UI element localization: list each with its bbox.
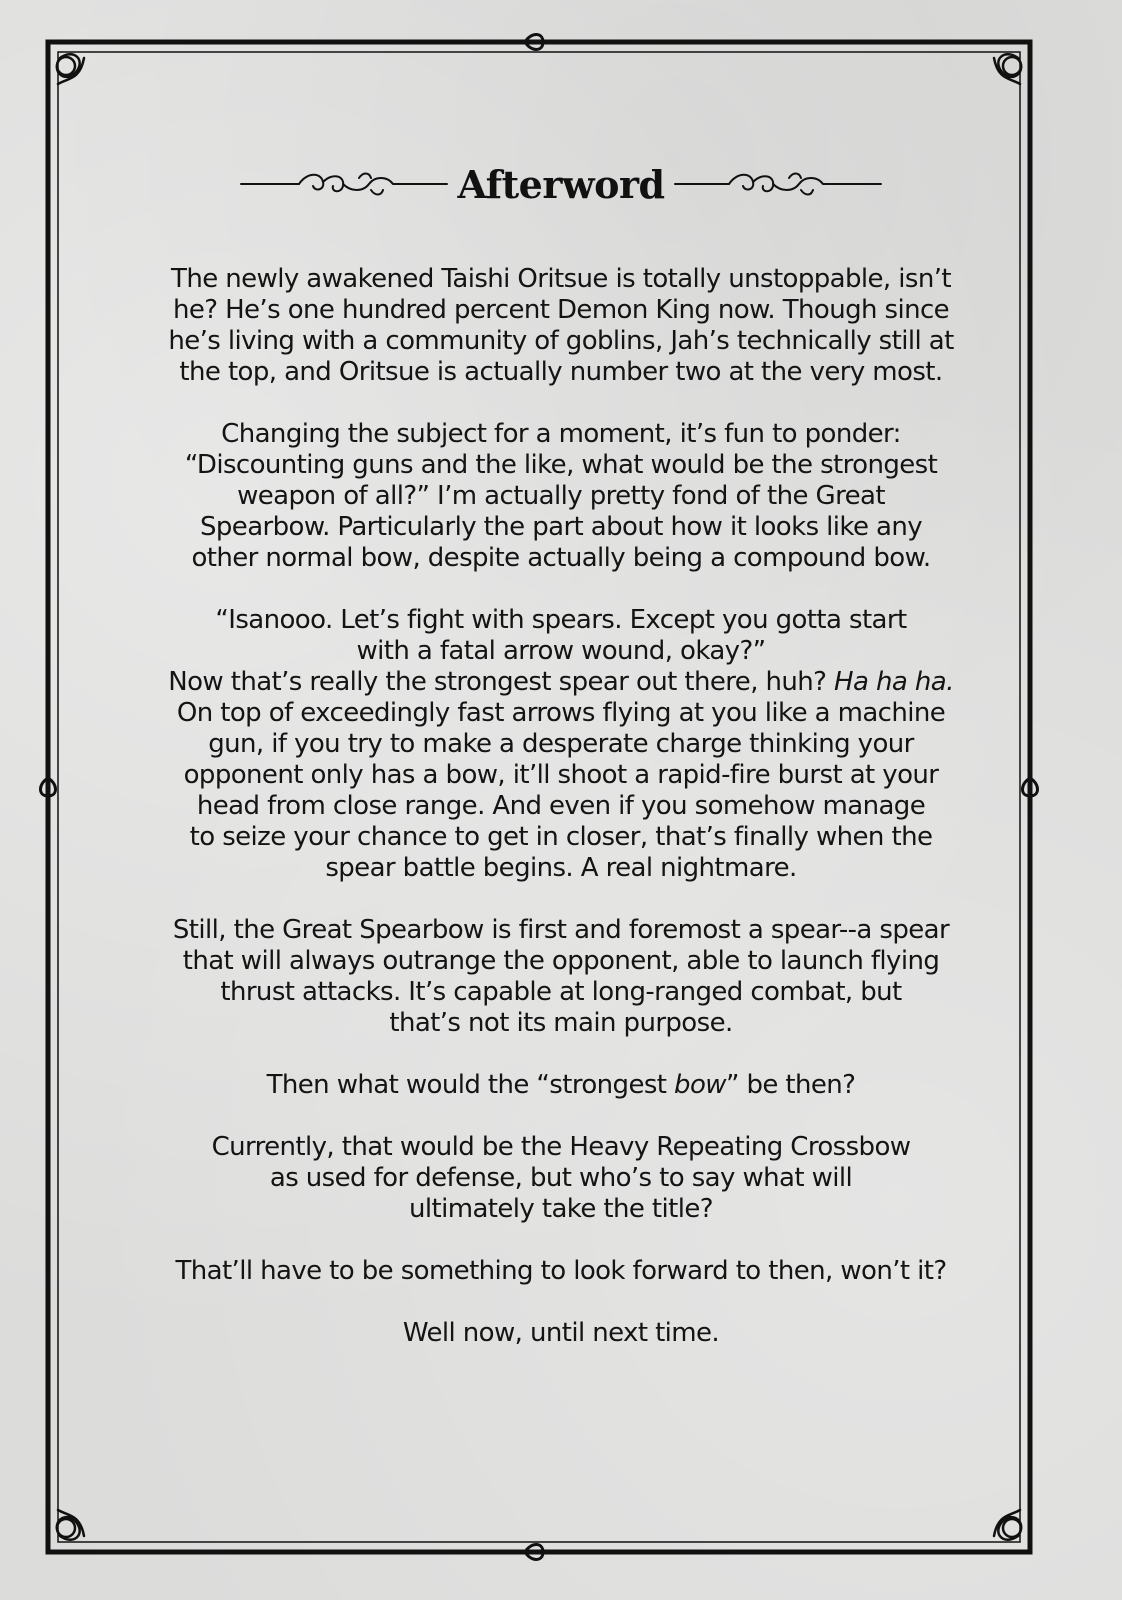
text-line: The newly awakened Taishi Oritsue is totally unstoppable, isn’t xyxy=(171,264,951,294)
text-line: with a fatal arrow wound, okay?” xyxy=(356,636,766,666)
corner-knot-icon xyxy=(48,1510,88,1552)
paragraph xyxy=(130,1318,992,1349)
corner-knot-icon xyxy=(990,42,1030,84)
text-line: thrust attacks. It’s capable at long-ranged combat, but xyxy=(220,977,902,1007)
paragraph xyxy=(130,264,992,388)
text-line: to seize your chance to get in closer, that’s finally when the xyxy=(189,822,933,852)
text-line: ultimately take the title? xyxy=(409,1194,713,1224)
corner-knot-icon xyxy=(990,1510,1030,1552)
text-line xyxy=(130,1070,992,1101)
text-line: head from close range. And even if you somehow manage xyxy=(196,791,926,821)
text-line: Spearbow. Particularly the part about how it looks like any xyxy=(199,512,923,542)
text-line: “Isanooo. Let’s fight with spears. Except you gotta start xyxy=(215,605,907,635)
paragraph xyxy=(130,1070,992,1101)
text-line: “Discounting guns and the like, what would be the strongest xyxy=(184,450,938,480)
italic-laugh: Ha ha ha. xyxy=(834,667,954,697)
text-line: gun, if you try to make a desperate charge thinking your xyxy=(208,729,914,759)
paragraph xyxy=(130,915,992,1039)
page-title: Afterword xyxy=(457,161,665,207)
afterword-text xyxy=(130,264,992,1380)
italic-word: bow xyxy=(674,1070,726,1100)
text-fragment: Now that’s really the strongest spear out there, huh? xyxy=(168,667,835,697)
text-line: he? He’s one hundred percent Demon King now. Though since xyxy=(172,295,950,325)
paragraph xyxy=(130,1256,992,1287)
paragraph xyxy=(130,667,992,884)
text-line: Changing the subject for a moment, it’s fun to ponder: xyxy=(221,419,901,449)
text-line: Still, the Great Spearbow is first and foremost a spear--a spear xyxy=(172,915,950,945)
corner-knot-icon xyxy=(48,42,88,84)
text-line xyxy=(130,667,992,698)
text-line: he’s living with a community of goblins, Jah’s technically still at xyxy=(168,326,954,356)
text-fragment: ” be then? xyxy=(725,1070,856,1100)
text-line: as used for defense, but who’s to say what will xyxy=(269,1163,853,1193)
text-line: the top, and Oritsue is actually number two at the very most. xyxy=(179,357,943,387)
text-line: Currently, that would be the Heavy Repeating Crossbow xyxy=(211,1132,911,1162)
paragraph xyxy=(130,605,992,667)
title-row xyxy=(0,154,1122,214)
text-line: opponent only has a bow, it’ll shoot a rapid-fire burst at your xyxy=(183,760,939,790)
flourish-left-icon xyxy=(239,169,449,199)
paragraph xyxy=(130,419,992,574)
text-line: Well now, until next time. xyxy=(402,1318,720,1348)
paragraph xyxy=(130,1132,992,1225)
text-line: weapon of all?” I’m actually pretty fond of the Great xyxy=(237,481,885,511)
text-fragment: Then what would the “strongest xyxy=(266,1070,675,1100)
text-line: that will always outrange the opponent, able to launch flying xyxy=(182,946,940,976)
text-line: that’s not its main purpose. xyxy=(389,1008,733,1038)
text-line: That’ll have to be something to look forward to then, won’t it? xyxy=(175,1256,947,1286)
text-line: On top of exceedingly fast arrows flying at you like a machine xyxy=(176,698,946,728)
text-line: other normal bow, despite actually being a compound bow. xyxy=(191,543,931,573)
flourish-right-icon xyxy=(673,169,883,199)
text-line: spear battle begins. A real nightmare. xyxy=(325,853,797,883)
